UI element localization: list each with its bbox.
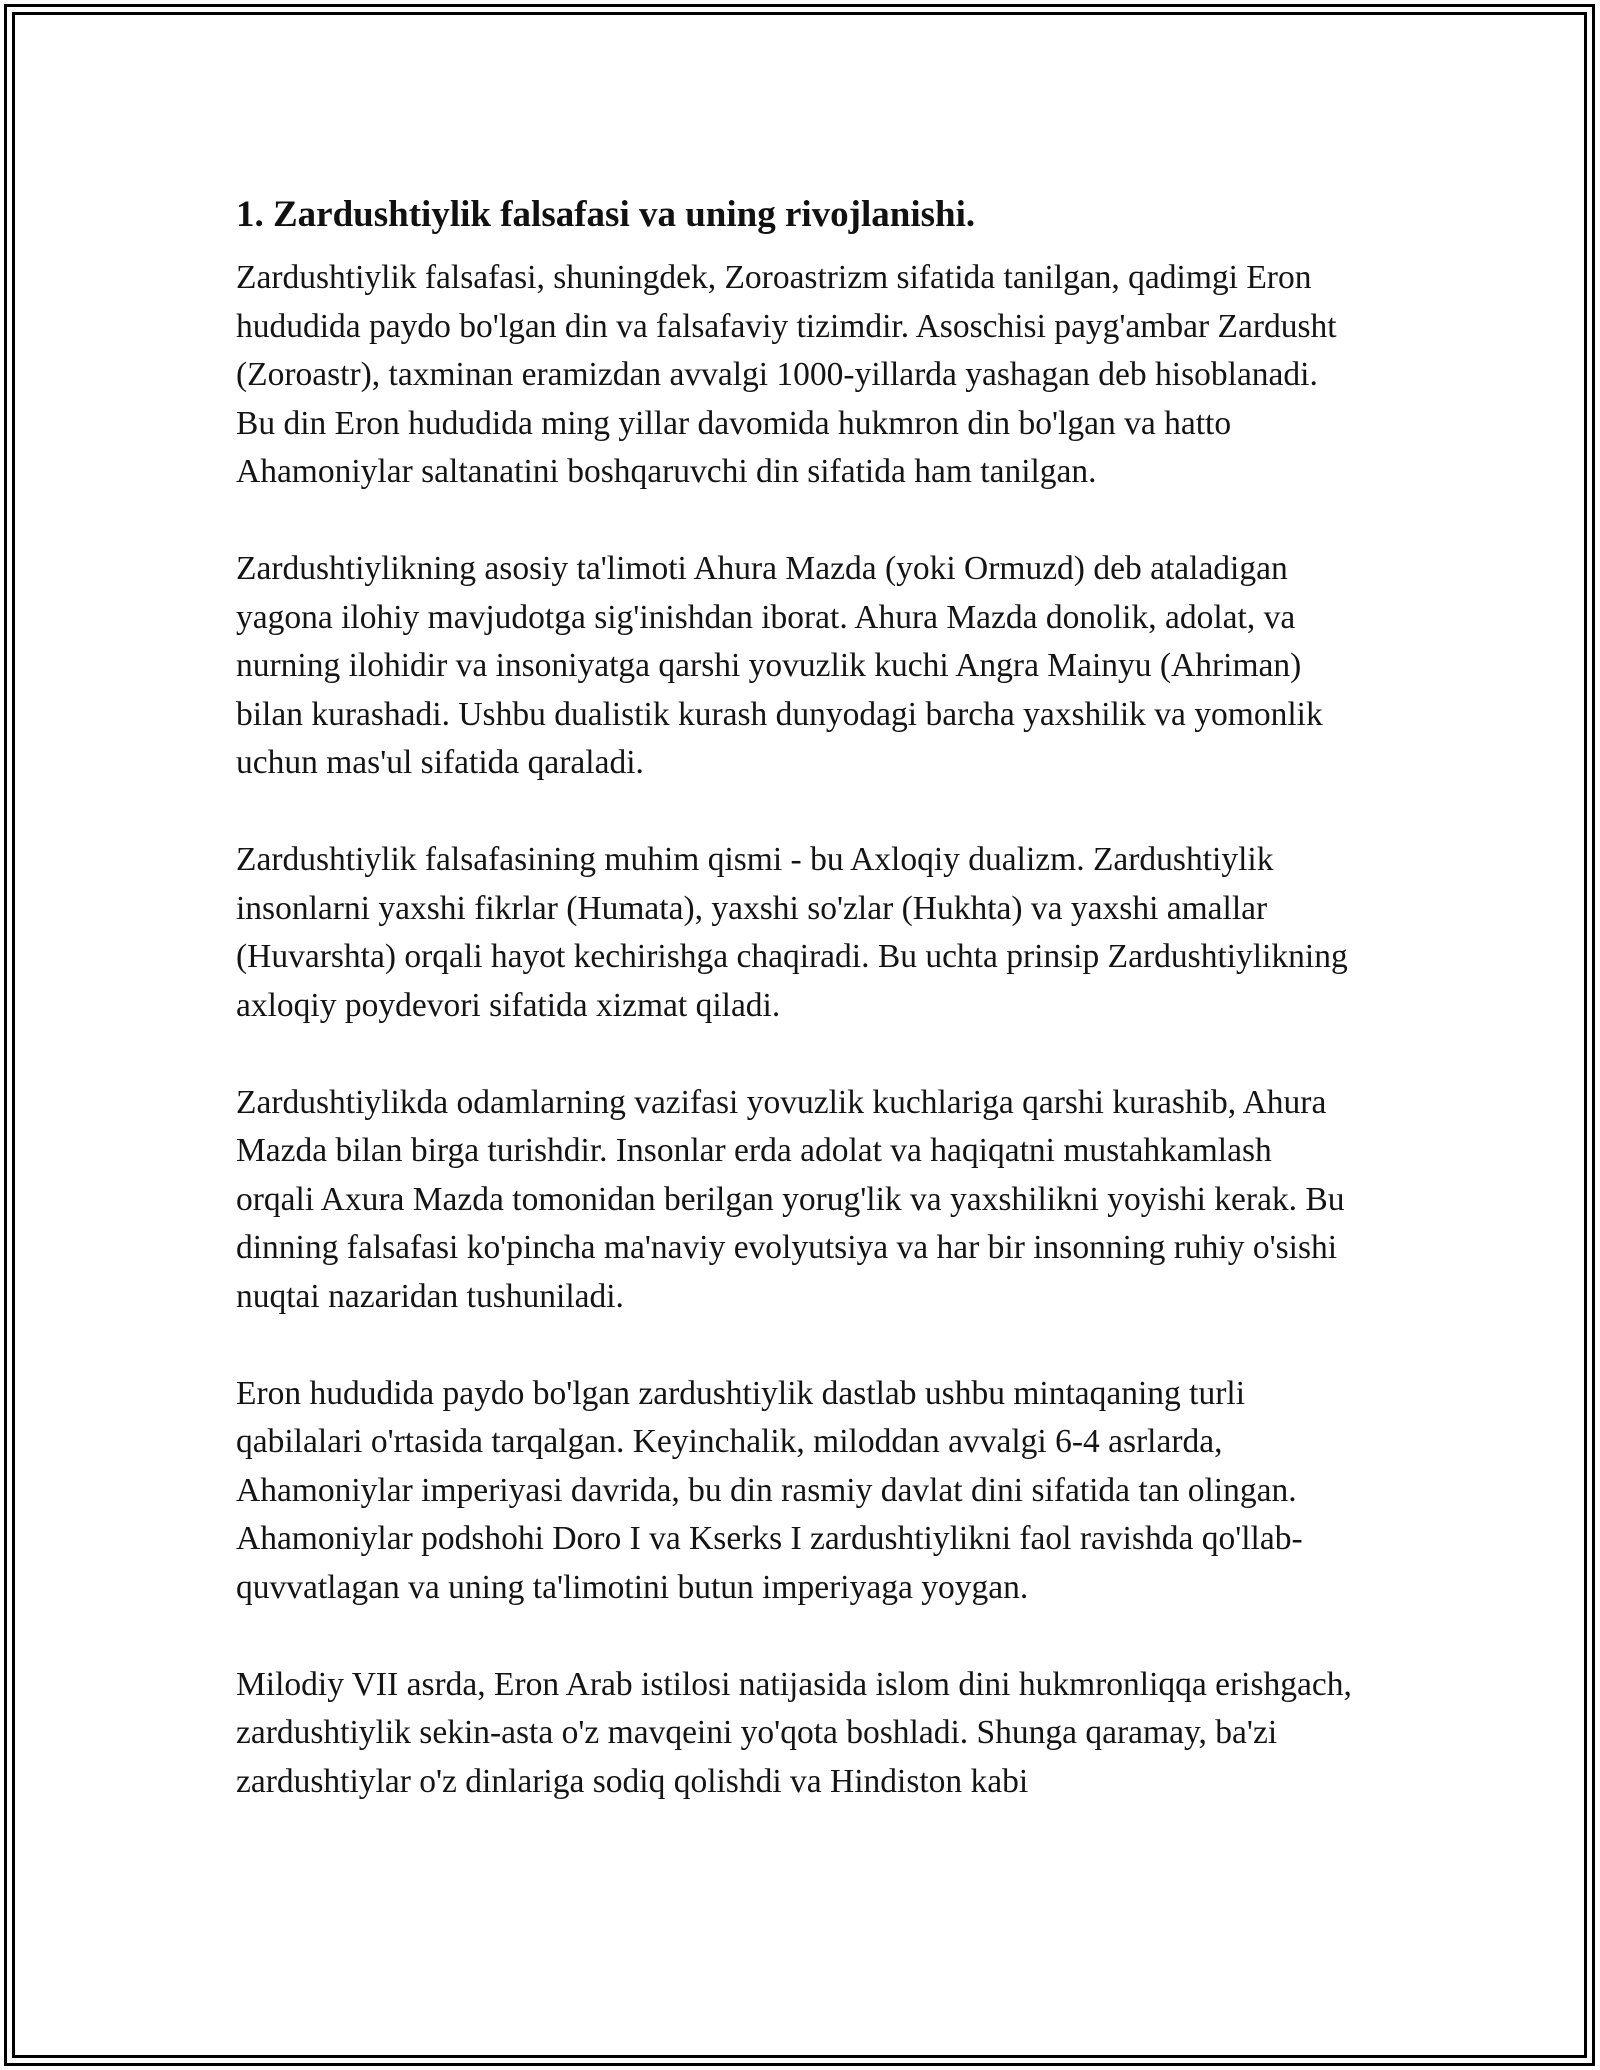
paragraph-decline: Milodiy VII asrda, Eron Arab istilosi natijasida islom dini hukmronliqqa erishgach, zardushtiylik sekin-asta o'z mavqeini yo'qota boshladi. Shunga qaramay, ba'zi zardushtiylar o'z dinlariga sodiq qolishdi va Hindiston kabi	[236, 1665, 1352, 1800]
paragraph-ahura-mazda: Zardushtiylikning asosiy ta'limoti Ahura Mazda (yoki Ormuzd) deb ataladigan yagona ilohiy mavjudotga sig'inishdan iborat. Ahura Mazda donolik, adolat, va nurning ilohidir va insoniyatga qarshi yovuzlik kuchi Angra Mainyu (Ahriman) bilan kurashadi. Ushbu dualistik kurash dunyodagi barcha yaxshilik va yomonlik uchun mas'ul sifatida qaraladi.	[236, 550, 1323, 781]
paragraph-human-duty: Zardushtiylikda odamlarning vazifasi yovuzlik kuchlariga qarshi kurashib, Ahura Mazda bilan birga turishdir. Insonlar erda adolat va haqiqatni mustahkamlash orqali Axura Mazda tomonidan berilgan yorug'lik va yaxshilikni yoyishi kerak. Bu dinning falsafasi ko'pincha ma'naviy evolyutsiya va har bir insonning ruhiy o'sishi nuqtai nazaridan tushuniladi.	[236, 1083, 1345, 1315]
document-body	[236, 186, 1356, 1855]
paragraph-spread: Eron hududida paydo bo'lgan zardushtiylik dastlab ushbu mintaqaning turli qabilalari o'rtasida tarqalgan. Keyinchalik, miloddan avvalgi 6-4 asrlarda, Ahamoniylar imperiyasi davrida, bu din rasmiy davlat dini sifatida tan olingan. Ahamoniylar podshohi Doro I va Kserks I zardushtiylikni faol ravishda qo'llab-quvvatlagan va uning ta'limotini butun imperiyaga yoygan.	[236, 1374, 1303, 1606]
paragraph-origin: Zardushtiylik falsafasi, shuningdek, Zoroastrizm sifatida tanilgan, qadimgi Eron hududida paydo bo'lgan din va falsafaviy tizimdir. Asoschisi payg'ambar Zardusht (Zoroastr), taxminan eramizdan avvalgi 1000-yillarda yashagan deb hisoblanadi. Bu din Eron hududida ming yillar davomida hukmron din bo'lgan va hatto Ahamoniylar saltanatini boshqaruvchi din sifatida ham tanilgan.	[236, 259, 1337, 490]
document-title: 1. Zardushtiylik falsafasi va uning rivojlanishi.	[236, 194, 976, 235]
paragraph-ethical-dualism: Zardushtiylik falsafasining muhim qismi - bu Axloqiy dualizm. Zardushtiylik insonlarni yaxshi fikrlar (Humata), yaxshi so'zlar (Hukhta) va yaxshi amallar (Huvarshta) orqali hayot kechirishga chaqiradi. Bu uchta prinsip Zardushtiylikning axloqiy poydevori sifatida xizmat qiladi.	[236, 841, 1348, 1024]
